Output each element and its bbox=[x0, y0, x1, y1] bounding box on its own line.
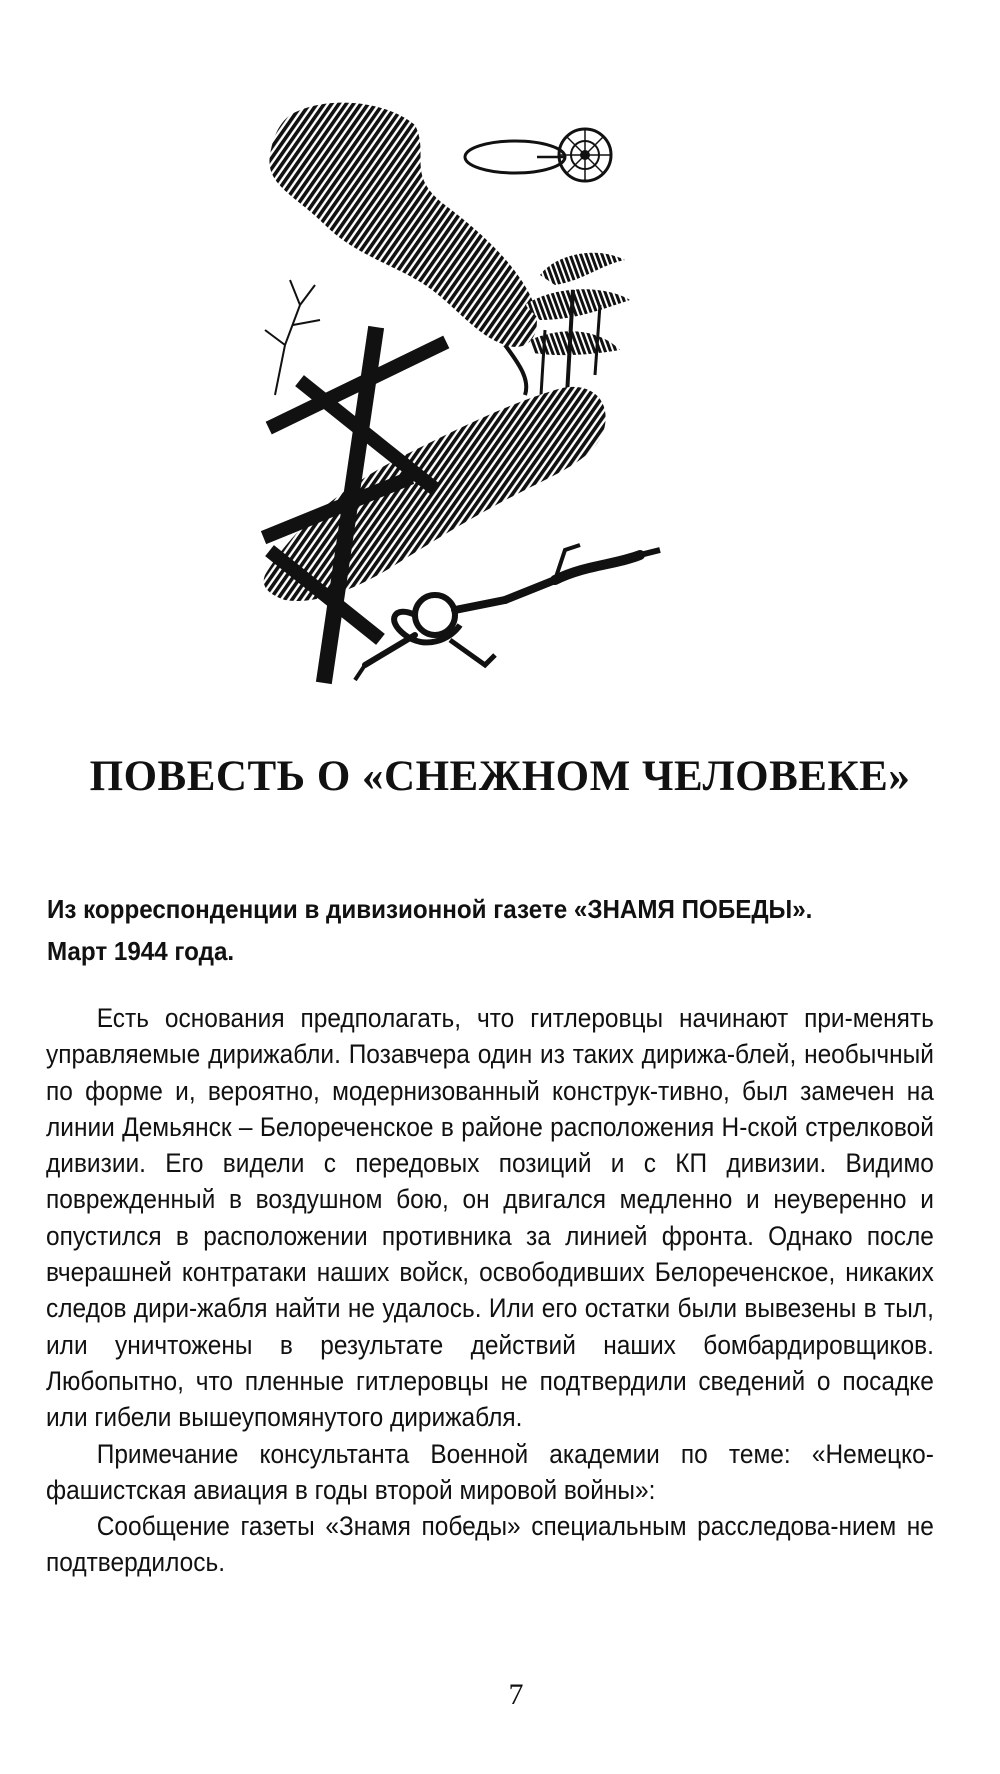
ink-drawing-svg bbox=[255, 95, 715, 730]
article-subheading bbox=[47, 888, 931, 972]
chapter-illustration bbox=[255, 95, 715, 730]
paragraph-article: Есть основания предполагать, что гитлеровцы начинают при-менять управляемые дирижабли. Позавчера один из таких дирижа-блей, необычный по форме и, вероятно, модернизованный конструк-тивно, был замечен на линии Демьянск – Белореченское в районе расположения Н-ской стрелковой дивизии. Его видели с передовых позиций и с КП дивизии. Видимо поврежденный в воздушном бою, он двигался медленно и неуверенно и опустился в расположении противника за линией фронта. Однако после вчерашней контратаки наших войск, освободивших Белореченское, никаких следов дири-жабля найти не удалось. Или его остатки были вывезены в тыл, или уничтожены в результате действий наших бомбардировщиков. Любопытно, что пленные гитлеровцы не подтвердили сведений о посадке или гибели вышеупомянутого дирижабля. bbox=[46, 1003, 934, 1433]
smoke-plume-upper bbox=[269, 103, 536, 347]
subheading-line-2: Март 1944 года. bbox=[47, 936, 235, 966]
paragraph-note-heading: Примечание консультанта Военной академии по теме: «Немецко-фашистская авиация в годы второй мировой войны»: bbox=[46, 1438, 934, 1505]
bare-branches-drawing bbox=[265, 280, 320, 395]
airship-drawing bbox=[465, 129, 611, 181]
fallen-figure-drawing bbox=[355, 545, 660, 680]
chapter-title: ПОВЕСТЬ О «СНЕЖНОМ ЧЕЛОВЕКЕ» bbox=[89, 753, 911, 800]
forest-band-lower bbox=[264, 387, 606, 601]
body-text bbox=[46, 1000, 934, 1581]
paragraph-note-text: Сообщение газеты «Знамя победы» специальным расследова-нием не подтвердилось. bbox=[46, 1511, 934, 1578]
pine-trees-drawing bbox=[525, 253, 630, 395]
subheading-line-1: Из корреспонденции в дивизионной газете «ЗНАМЯ ПОБЕДЫ». bbox=[47, 894, 813, 924]
page-number: 7 bbox=[508, 1678, 524, 1711]
